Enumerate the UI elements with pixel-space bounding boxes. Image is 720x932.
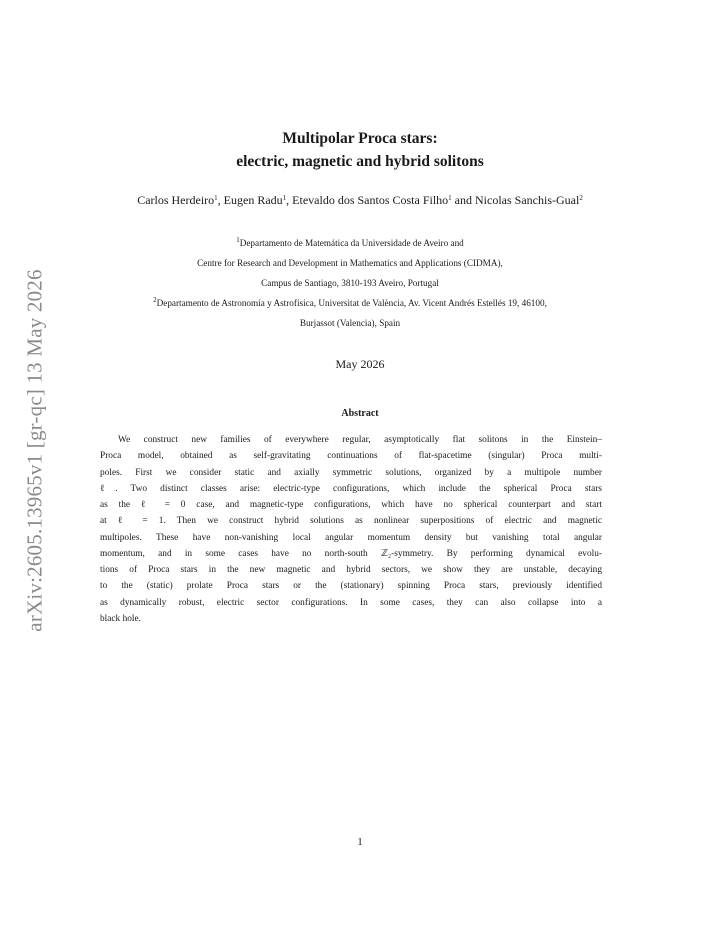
affiliation-text: Departamento de Matemática da Universidade de Aveiro and bbox=[239, 238, 464, 248]
abstract-line: Proca model, obtained as self-gravitating continuations of flat-spacetime (singular) Proca multi- bbox=[100, 451, 602, 462]
abstract-heading: Abstract bbox=[341, 408, 379, 419]
affiliation-mark: 2 bbox=[153, 296, 157, 304]
author-separator: and bbox=[451, 193, 475, 207]
abstract-line: as the ℓ = 0 case, and magnetic-type configurations, which have no spherical counterpart and start bbox=[100, 500, 602, 510]
abstract-line: ℓ. Two distinct classes arise: electric-type configurations, which include the spherical Proca stars bbox=[100, 483, 602, 494]
abstract-line: as dynamically robust, electric sector configurations. In some cases, they can also collapse into a bbox=[100, 597, 602, 608]
paper-title bbox=[0, 127, 720, 173]
affiliation-line: Burjassot (Valencia), Spain bbox=[299, 318, 401, 328]
abstract-line: to the (static) prolate Proca stars or the (stationary) spinning Proca stars, previously identified bbox=[100, 581, 602, 592]
arxiv-identifier-stamp bbox=[18, 250, 52, 650]
author-name: Eugen Radu bbox=[223, 193, 283, 207]
affiliation-line: Centre for Research and Development in Mathematics and Applications (CIDMA), bbox=[197, 258, 503, 268]
abstract-line: We construct new families of everywhere regular, asymptotically flat solitons in the Einstein– bbox=[118, 435, 602, 445]
abstract-line: black hole. bbox=[100, 613, 141, 624]
affiliation-mark: 1 bbox=[236, 236, 240, 244]
publication-date: May 2026 bbox=[335, 357, 385, 371]
page-number: 1 bbox=[357, 836, 363, 848]
affiliation-line bbox=[60, 233, 640, 253]
author-affiliation-mark: 1 bbox=[282, 194, 287, 202]
abstract-line: multipoles. These have non-vanishing local angular momentum density but vanishing total angular bbox=[100, 532, 602, 543]
abstract-body bbox=[100, 432, 602, 627]
arxiv-identifier-text: arXiv:2605.13965v1 [gr-qc] 13 May 2026 bbox=[22, 268, 47, 632]
author-name: Etevaldo dos Santos Costa Filho bbox=[292, 193, 449, 207]
abstract-line: poles. First we consider static and axially symmetric solutions, organized by a multipole number bbox=[100, 467, 602, 478]
author-name: Carlos Herdeiro bbox=[137, 193, 215, 207]
author-separator: , bbox=[286, 193, 293, 207]
author-name: Nicolas Sanchis-Gual bbox=[475, 193, 580, 207]
affiliation-text: Departamento de Astronomía y Astrofísica, Universitat de València, Av. Vicent Andrés Estellés 19, 46100, bbox=[156, 298, 547, 308]
affiliation-line bbox=[60, 293, 640, 313]
abstract-line: tions of Proca stars in the new magnetic and hybrid sectors, we show they are unstable, decaying bbox=[100, 565, 602, 575]
affiliation-line: Campus de Santiago, 3810-193 Aveiro, Portugal bbox=[261, 278, 439, 288]
author-list bbox=[0, 193, 720, 208]
title-line-2: electric, magnetic and hybrid solitons bbox=[236, 153, 484, 170]
author-affiliation-mark: 1 bbox=[448, 194, 452, 202]
author-separator: , bbox=[217, 193, 224, 207]
abstract-line: momentum, and in some cases have no north-south ℤ₂-symmetry. By performing dynamical evolu- bbox=[100, 548, 602, 559]
author-affiliation-mark: 1 bbox=[214, 194, 218, 202]
author-affiliation-mark: 2 bbox=[579, 194, 583, 202]
title-line-1: Multipolar Proca stars: bbox=[282, 130, 438, 147]
affiliations bbox=[60, 233, 640, 333]
abstract-line: at ℓ = 1. Then we construct hybrid solutions as nonlinear superpositions of electric and magnetic bbox=[100, 516, 602, 527]
